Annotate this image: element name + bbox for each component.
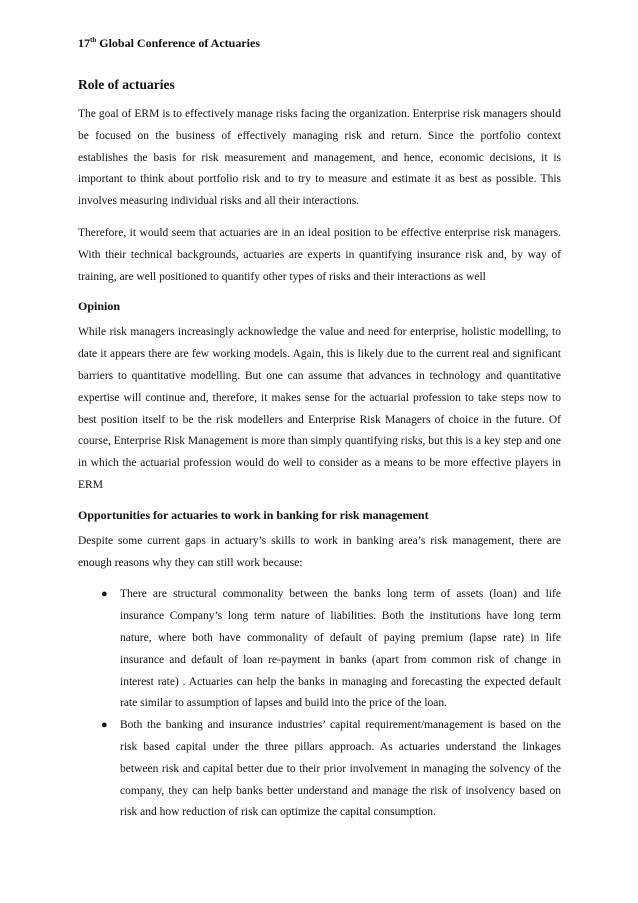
header-number: 17 <box>78 36 90 50</box>
opinion-heading: Opinion <box>78 299 121 314</box>
list-item <box>78 584 561 715</box>
header-title: Global Conference of Actuaries <box>99 36 260 50</box>
opportunities-bullet-list <box>78 584 561 824</box>
bullet-text: There are structural commonality between the banks long term of assets (loan) and life insurance Company’s long term nature of liabilities. Both the institutions have long term nature, where both have commonality of default of paying premium (lapse rate) in life insurance and default of loan re-payment in banks (apart from common risk of change in interest rate) . Actuaries can help the banks in managing and forecasting the expected default rate similar to assumption of lapses and build into the price of the loan. <box>120 588 561 710</box>
opinion-paragraph: While risk managers increasingly acknowledge the value and need for enterprise, holistic modelling, to date it appears there are few working models. Again, this is likely due to the current real and significant barriers to quantitative modelling. But one can assume that advances in technology and quantitative expertise will continue and, therefore, it makes sense for the actuarial profession to take steps now to best position itself to be the risk modellers and Enterprise Risk Managers of choice in the future. Of course, Enterprise Risk Management is more than simply quantifying risks, but this is a key step and one in which the actuarial profession would do well to consider as a means to be more effective players in ERM <box>78 326 561 491</box>
bullet-icon: ● <box>101 588 108 601</box>
header-ordinal-suffix: th <box>90 36 97 44</box>
bullet-icon: ● <box>101 719 108 732</box>
role-heading: Role of actuaries <box>78 77 175 92</box>
document-body <box>78 76 561 824</box>
running-header <box>78 36 260 51</box>
opportunities-heading: Opportunities for actuaries to work in banking for risk management <box>78 507 429 522</box>
role-paragraph-2: Therefore, it would seem that actuaries are in an ideal position to be effective enterprise risk managers. With their technical backgrounds, actuaries are experts in quantifying insurance risk and, by way of training, are well positioned to quantify other types of risks and their interactions as well <box>78 226 561 283</box>
list-item <box>78 715 561 824</box>
opportunities-intro: Despite some current gaps in actuary’s skills to work in banking area’s risk management, there are enough reasons why they can still work because: <box>78 534 561 569</box>
role-paragraph-1: The goal of ERM is to effectively manage risks facing the organization. Enterprise risk managers should be focused on the business of effectively managing risk and return. Since the portfolio context establishes the basis for risk measurement and management, and hence, economic decisions, it is important to think about portfolio risk and to try to measure and estimate it as best as possible. This involves measuring individual risks and all their interactions. <box>78 108 561 208</box>
bullet-text: Both the banking and insurance industries’ capital requirement/management is based on the risk based capital under the three pillars approach. As actuaries understand the linkages between risk and capital better due to their prior involvement in managing the solvency of the company, they can help banks better understand and manage the risk of insolvency based on risk and how reduction of risk can optimize the capital consumption. <box>120 719 561 819</box>
